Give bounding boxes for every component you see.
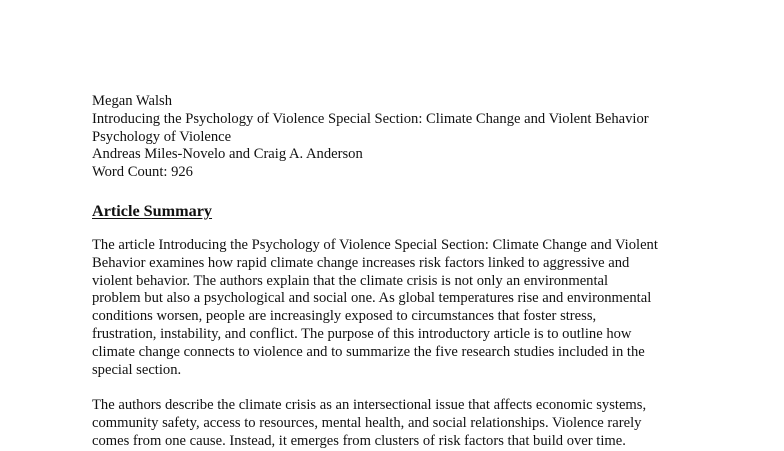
text-line: community safety, access to resources, mental health, and social relationships. Violence rarely	[92, 414, 642, 431]
paragraph-2	[92, 397, 692, 450]
text-line: conditions worsen, people are increasingly exposed to circumstances that foster stress,	[92, 308, 597, 325]
journal-name: Psychology of Violence	[92, 128, 232, 145]
text-line: The authors describe the climate crisis as an intersectional issue that affects economic systems,	[92, 397, 647, 414]
text-line: Behavior examines how rapid climate change increases risk factors linked to aggressive and	[92, 254, 630, 271]
text-line: The article Introducing the Psychology of Violence Special Section: Climate Change and Violent	[92, 236, 658, 253]
text-line: special section.	[92, 361, 182, 378]
text-line: problem but also a psychological and social one. As global temperatures rise and environmental	[92, 290, 652, 307]
text-line: frustration, instability, and conflict. The purpose of this introductory article is to outline how	[92, 325, 632, 342]
text-line: climate change connects to violence and to summarize the five research studies included in the	[92, 343, 645, 360]
article-title: Introducing the Psychology of Violence Special Section: Climate Change and Violent Behavior	[92, 110, 649, 127]
text-line: violent behavior. The authors explain that the climate crisis is not only an environmental	[92, 272, 609, 289]
article-authors: Andreas Miles-Novelo and Craig A. Anderson	[92, 146, 363, 163]
word-count: Word Count: 926	[92, 164, 193, 181]
paragraph-1	[92, 237, 692, 379]
author-name: Megan Walsh	[92, 93, 173, 109]
document-page	[92, 93, 692, 451]
text-line: comes from one cause. Instead, it emerges from clusters of risk factors that build over time.	[92, 432, 626, 449]
section-heading: Article Summary	[92, 201, 213, 220]
